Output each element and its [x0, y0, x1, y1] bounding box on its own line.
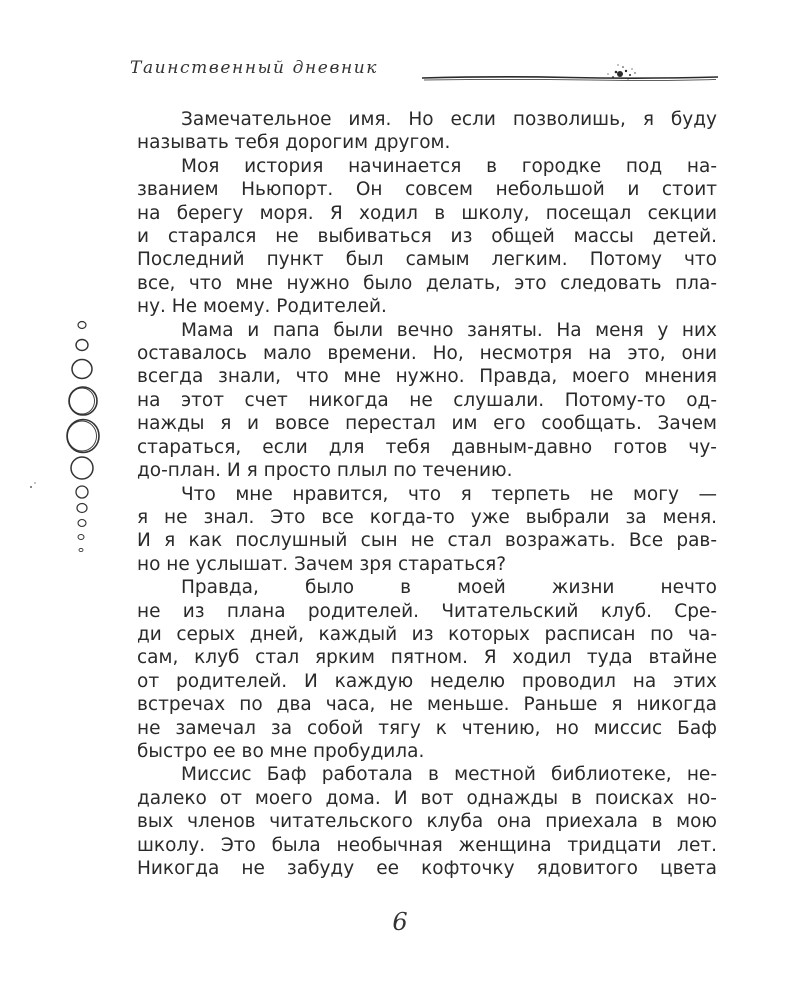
paragraph: [137, 576, 717, 763]
text-line: Миссис Баф работала в местной библиотеке, не-: [181, 764, 717, 786]
page-number: 6: [392, 908, 408, 936]
text-line: на этот счет никогда не слушали. Потому-то од-: [137, 389, 717, 411]
text-line: школу. Это была необычная женщина тридцати лет.: [137, 834, 717, 856]
text-line: ди серых дней, каждый из которых расписан по ча-: [137, 623, 717, 645]
text-line: сам, клуб стал ярким пятном. Я ходил туда втайне: [137, 647, 717, 669]
text-line: нажды я и вовсе перестал им его сообщать. Зачем: [137, 413, 717, 435]
text-line: быстро ее во мне пробудила.: [137, 740, 425, 762]
paragraph: [137, 108, 717, 155]
text-line: не из плана родителей. Читательский клуб. Сре-: [137, 600, 717, 622]
text-line: все, что мне нужно было делать, это следовать пла-: [137, 272, 717, 294]
text-line: на берегу моря. Я ходил в школу, посещал секции: [137, 202, 717, 224]
decorative-circles: [25, 305, 135, 585]
body-text: [137, 108, 717, 880]
text-line: не замечал за собой тягу к чтению, но миссис Баф: [137, 717, 717, 739]
text-line: ну. Не моему. Родителей.: [137, 296, 387, 318]
text-line: оставалось мало времени. Но, несмотря на это, они: [137, 343, 717, 365]
text-line: стараться, если для тебя давным-давно готов чу-: [137, 436, 717, 458]
text-line: вых членов читательского клуба она приехала в мою: [137, 811, 717, 833]
running-header: [130, 56, 720, 86]
paragraph: [137, 763, 717, 880]
text-line: Моя история начинается в городке под на-: [181, 155, 717, 177]
text-line: Замечательное имя. Но если позволишь, я буду: [181, 109, 717, 130]
text-line: называть тебя дорогим другом.: [137, 132, 451, 154]
text-line: И я как послушный сын не стал возражать. Все рав-: [137, 530, 717, 552]
text-line: до-план. И я просто плыл по течению.: [137, 460, 513, 482]
paragraph: [137, 319, 717, 483]
text-line: званием Ньюпорт. Он совсем небольшой и стоит: [137, 179, 717, 201]
text-line: Последний пункт был самым легким. Потому что: [137, 249, 717, 271]
text-line: встречах по два часа, не меньше. Раньше я никогда: [137, 694, 717, 716]
text-line: я не знал. Это все когда-то уже выбрали за меня.: [137, 506, 717, 528]
paragraph: [137, 483, 717, 577]
text-line: от родителей. И каждую неделю проводил на этих: [137, 670, 717, 692]
text-line: Никогда не забуду ее кофточку ядовитого цвета: [137, 858, 717, 879]
text-line: всегда знали, что мне нужно. Правда, моего мнения: [137, 366, 717, 388]
running-title: Таинственный дневник: [130, 58, 379, 78]
text-line: Мама и папа были вечно заняты. На меня у них: [181, 319, 717, 341]
text-line: но не услышат. Зачем зря стараться?: [137, 553, 507, 575]
text-line: Правда, было в моей жизни нечто: [181, 577, 717, 599]
text-line: и старался не выбиваться из общей массы детей.: [137, 226, 717, 248]
paragraph: [137, 155, 717, 319]
text-line: Что мне нравится, что я терпеть не могу —: [181, 483, 717, 505]
header-rule-doodle: [420, 60, 720, 86]
text-line: далеко от моего дома. И вот однажды в поисках но-: [137, 787, 717, 809]
